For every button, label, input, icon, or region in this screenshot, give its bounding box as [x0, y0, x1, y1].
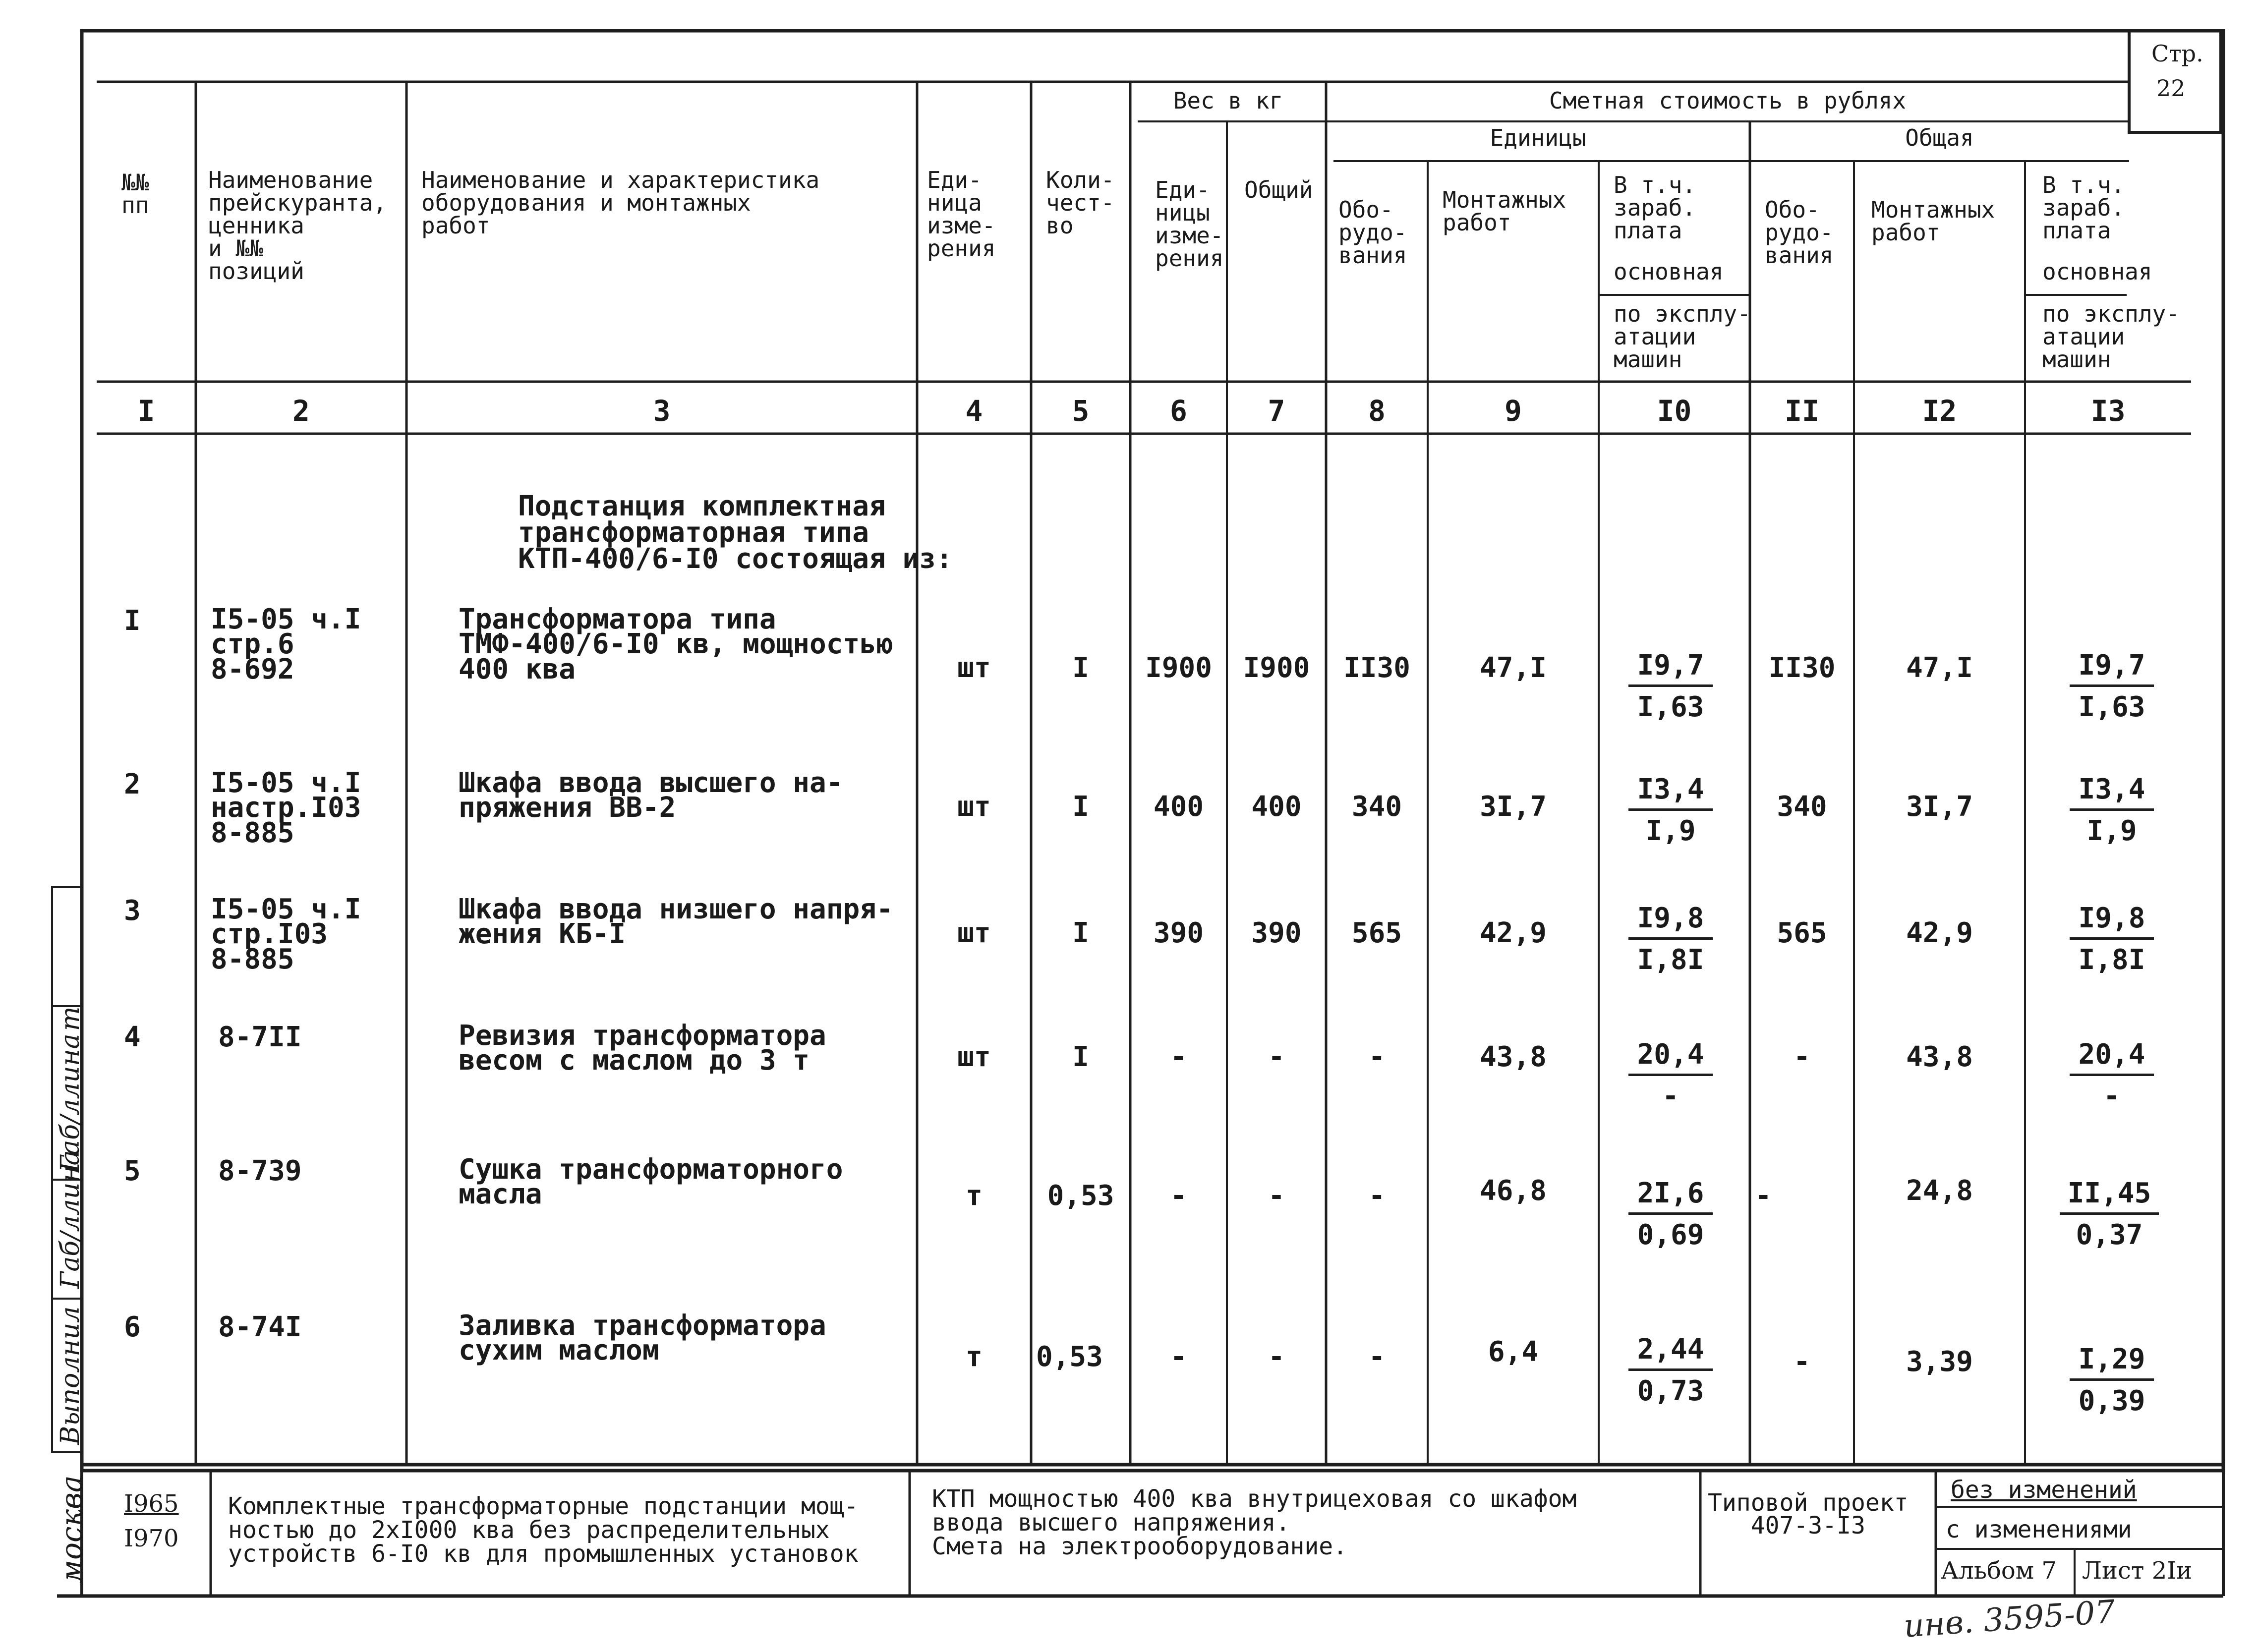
row-equipment-cost: II30: [1343, 652, 1410, 684]
page-number-label: Стр.: [2151, 40, 2203, 67]
margin-signature-1: Габ/ллина: [56, 1150, 85, 1289]
row-weight-total: I900: [1243, 652, 1310, 684]
row-wage-unit: [1628, 902, 1713, 976]
header-cost-group: Сметная стоимость в рублях: [1549, 87, 1907, 114]
row-unit: т: [966, 1341, 983, 1373]
wage-basic-total-value: I9,7: [2070, 649, 2154, 687]
wage-basic-total-value: I9,8: [2070, 902, 2154, 940]
row-wage-unit: [1628, 1038, 1713, 1112]
row-weight-unit: 400: [1153, 791, 1204, 823]
row-wage-total: [2070, 773, 2154, 847]
row-installation-cost-total: 43,8: [1906, 1041, 1973, 1073]
row-equipment-cost: -: [1368, 1341, 1386, 1373]
wage-basic-value: 20,4: [1628, 1038, 1713, 1076]
row-pricelist-ref: 8-7II: [218, 1021, 302, 1053]
margin-performed-by: Выполнил: [56, 1306, 85, 1445]
row-equipment-cost-total: -: [1794, 1346, 1810, 1378]
row-equipment-cost-total: -: [1755, 1180, 1772, 1212]
header-installation-cost-total: Монтажных работ: [1871, 196, 1995, 246]
header-weight-total: Общий: [1244, 176, 1313, 203]
row-wage-total: [2070, 649, 2154, 723]
header-equipment-cost-total: Обо- рудо- вания: [1765, 196, 1834, 269]
row-installation-cost: 6,4: [1488, 1336, 1539, 1368]
row-wage-unit: [1628, 773, 1713, 847]
wage-operation-total-value: I,9: [2086, 815, 2137, 847]
section-title: Подстанция комплектная трансформаторная типа КТП-400/6-I0 состоящая из:: [518, 490, 953, 575]
wage-basic-value: 2,44: [1628, 1333, 1713, 1371]
wage-operation-value: 0,73: [1637, 1375, 1704, 1407]
row-installation-cost-total: 3,39: [1906, 1346, 1973, 1378]
header-wage-basic: основная: [1614, 258, 1724, 285]
row-equipment-cost: 340: [1351, 791, 1402, 823]
row-equipment-name: Трансформатора типа ТМФ-400/6-I0 кв, мощностью 400 ква: [459, 603, 893, 685]
wage-operation-value: I,9: [1645, 815, 1696, 847]
stamp-typical-project: Типовой проект 407-3-I3: [1708, 1489, 1909, 1539]
column-number-4: 4: [965, 394, 983, 428]
row-number: 4: [124, 1021, 141, 1053]
row-wage-total: [2070, 1038, 2154, 1112]
row-unit: шт: [957, 917, 991, 949]
wage-basic-total-value: I,29: [2070, 1343, 2154, 1381]
wage-operation-total-value: 0,37: [2076, 1219, 2143, 1251]
column-number-9: 9: [1505, 394, 1522, 428]
header-wage-operation: по эксплу- атации машин: [1614, 300, 1751, 373]
wage-operation-total-value: 0,39: [2078, 1385, 2145, 1417]
row-weight-total: -: [1268, 1041, 1285, 1073]
header-equipment-name: Наименование и характеристика оборудования и монтажных работ: [421, 167, 820, 239]
row-weight-unit: 390: [1153, 917, 1204, 949]
row-wage-unit: [1628, 1177, 1713, 1251]
column-number-8: 8: [1368, 394, 1386, 428]
header-quantity: Коли- чест- во: [1046, 167, 1115, 239]
column-number-12: I2: [1922, 394, 1957, 428]
column-number-11: II: [1785, 394, 1819, 428]
wage-operation-value: I,63: [1637, 691, 1704, 723]
header-weight-group: Вес в кг: [1173, 87, 1283, 114]
stamp-year-top: I965: [124, 1490, 179, 1518]
row-equipment-name: Заливка трансформатора сухим маслом: [459, 1310, 826, 1367]
header-wage-basic-total: основная: [2042, 258, 2152, 285]
stamp-no-changes: без изменений: [1951, 1476, 2137, 1504]
wage-operation-value: 0,69: [1637, 1219, 1704, 1251]
column-number-5: 5: [1072, 394, 1090, 428]
header-wage: В т.ч. зараб. плата: [1614, 171, 1696, 244]
header-wage-operation-total: по эксплу- атации машин: [2042, 300, 2180, 373]
header-equipment-cost: Обо- рудо- вания: [1338, 196, 1407, 269]
row-installation-cost: 42,9: [1480, 917, 1547, 949]
row-installation-cost: 47,I: [1480, 652, 1547, 684]
row-equipment-cost-total: 340: [1777, 791, 1827, 823]
header-pricelist: Наименование прейскуранта, ценника и №№ позиций: [208, 167, 387, 285]
stamp-sheet: Лист 2Iи: [2082, 1557, 2193, 1585]
row-weight-unit: I900: [1145, 652, 1212, 684]
stamp-year-bottom: I970: [124, 1525, 179, 1552]
margin-signature-2: Габ/ллина: [56, 1033, 85, 1172]
margin-mark: m: [56, 1006, 85, 1031]
header-cost-total-group: Общая: [1905, 124, 1974, 151]
row-number: 5: [124, 1155, 141, 1187]
wage-operation-total-value: -: [2103, 1080, 2120, 1112]
row-wage-unit: [1628, 1333, 1713, 1407]
header-cost-unit-group: Единицы: [1490, 124, 1586, 151]
row-installation-cost-total: 24,8: [1906, 1175, 1973, 1207]
row-weight-total: 400: [1251, 791, 1302, 823]
row-installation-cost-total: 3I,7: [1906, 791, 1973, 823]
row-equipment-cost-total: -: [1794, 1041, 1810, 1073]
wage-operation-value: -: [1662, 1080, 1679, 1112]
column-number-2: 2: [292, 394, 310, 428]
row-equipment-cost: -: [1368, 1180, 1386, 1212]
row-number: 2: [124, 768, 141, 800]
column-number-7: 7: [1268, 394, 1285, 428]
row-equipment-cost: -: [1368, 1041, 1386, 1073]
column-number-13: I3: [2090, 394, 2126, 428]
wage-basic-value: I3,4: [1628, 773, 1713, 811]
wage-operation-total-value: I,8I: [2078, 944, 2145, 976]
row-weight-unit: -: [1170, 1341, 1187, 1373]
row-unit: шт: [957, 652, 991, 684]
row-quantity: 0,53: [1036, 1341, 1103, 1373]
row-wage-total: [2060, 1177, 2159, 1251]
row-wage-total: [2070, 1343, 2154, 1417]
column-number-1: I: [137, 394, 155, 428]
row-wage-unit: [1628, 649, 1713, 723]
row-unit: шт: [957, 1041, 991, 1073]
row-quantity: 0,53: [1047, 1180, 1114, 1212]
wage-basic-total-value: I3,4: [2070, 773, 2154, 811]
row-equipment-name: Ревизия трансформатора весом с маслом до 3 т: [459, 1020, 826, 1077]
row-installation-cost-total: 42,9: [1906, 917, 1973, 949]
row-wage-total: [2070, 902, 2154, 976]
row-unit: т: [966, 1180, 983, 1212]
column-number-6: 6: [1170, 394, 1187, 428]
row-pricelist-ref: I5-05 ч.I стр.6 8-692: [211, 603, 361, 685]
header-installation-cost: Монтажных работ: [1443, 186, 1566, 236]
row-unit: шт: [957, 791, 991, 823]
header-row-number: №№ пп: [121, 169, 149, 219]
stamp-project-title: Комплектные трансформаторные подстанции мощ- ностью до 2хI000 ква без распределительных устройств 6-I0 кв для промышленных установок: [228, 1492, 859, 1568]
row-equipment-name: Шкафа ввода низшего напря- жения КБ-I: [459, 893, 893, 951]
row-pricelist-ref: 8-739: [218, 1155, 302, 1187]
row-pricelist-ref: I5-05 ч.I настр.I03 8-885: [211, 767, 361, 849]
row-pricelist-ref: I5-05 ч.I стр.I03 8-885: [211, 893, 361, 975]
wage-basic-value: I9,7: [1628, 649, 1713, 687]
row-number: 3: [124, 895, 141, 927]
row-installation-cost-total: 47,I: [1906, 652, 1973, 684]
row-weight-total: -: [1268, 1341, 1285, 1373]
margin-city: москва: [55, 1475, 88, 1584]
row-weight-total: 390: [1251, 917, 1302, 949]
row-installation-cost: 46,8: [1480, 1175, 1547, 1207]
row-installation-cost: 3I,7: [1480, 791, 1547, 823]
stamp-sheet-title: КТП мощностью 400 ква внутрицеховая со шкафом ввода высшего напряжения. Смета на электрооборудование.: [932, 1485, 1577, 1560]
page-number: 22: [2156, 75, 2186, 102]
wage-operation-value: I,8I: [1637, 944, 1704, 976]
row-equipment-cost: 565: [1351, 917, 1402, 949]
row-equipment-name: Сушка трансформаторного масла: [459, 1153, 843, 1211]
row-installation-cost: 43,8: [1480, 1041, 1547, 1073]
header-wage-total: В т.ч. зараб. плата: [2042, 171, 2125, 244]
stamp-album: Альбом 7: [1941, 1557, 2057, 1585]
row-equipment-cost-total: II30: [1768, 652, 1836, 684]
header-weight-unit: Еди- ницы изме- рения: [1155, 176, 1224, 272]
wage-basic-total-value: 20,4: [2070, 1038, 2154, 1076]
row-number: I: [124, 605, 141, 637]
row-number: 6: [124, 1311, 141, 1343]
wage-operation-total-value: I,63: [2078, 691, 2145, 723]
row-pricelist-ref: 8-74I: [218, 1311, 302, 1343]
column-number-3: 3: [653, 394, 671, 428]
row-quantity: I: [1072, 917, 1089, 949]
row-quantity: I: [1072, 1041, 1089, 1073]
row-weight-unit: -: [1170, 1180, 1187, 1212]
row-weight-total: -: [1268, 1180, 1285, 1212]
inventory-number: инв. 3595-07: [1902, 1594, 2117, 1645]
wage-basic-value: I9,8: [1628, 902, 1713, 940]
wage-basic-total-value: II,45: [2060, 1177, 2159, 1215]
column-number-10: I0: [1657, 394, 1692, 428]
row-equipment-name: Шкафа ввода высшего на- пряжения ВВ-2: [459, 767, 843, 824]
row-quantity: I: [1072, 791, 1089, 823]
row-quantity: I: [1072, 652, 1089, 684]
row-equipment-cost-total: 565: [1777, 917, 1827, 949]
row-weight-unit: -: [1170, 1041, 1187, 1073]
header-unit: Еди- ница изме- рения: [927, 167, 996, 262]
wage-basic-value: 2I,6: [1628, 1177, 1713, 1215]
stamp-with-changes: с изменениями: [1946, 1516, 2132, 1543]
